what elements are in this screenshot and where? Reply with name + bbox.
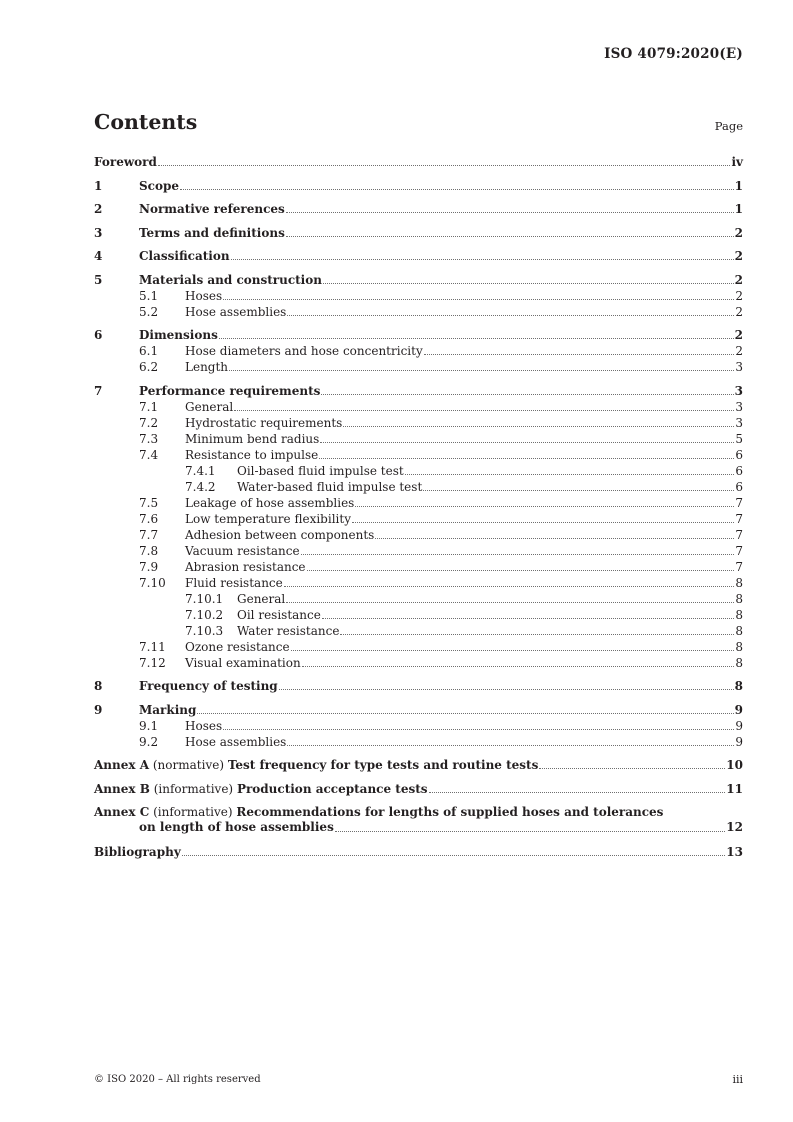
toc-entry-number: 9.2 bbox=[139, 734, 159, 749]
toc-entry-page: 3 bbox=[734, 383, 743, 398]
toc-entry-number: 7.4.1 bbox=[185, 463, 216, 478]
toc-entry-title: Low temperature flexibility bbox=[185, 511, 351, 526]
toc-entry-title: Scope bbox=[139, 178, 180, 193]
toc-entry-page: 1 bbox=[734, 202, 743, 216]
dot-leader bbox=[321, 394, 733, 395]
toc-entry-page: 8 bbox=[735, 591, 743, 606]
toc-entry-title: Water resistance bbox=[237, 623, 340, 638]
annex-label: Annex C bbox=[94, 805, 150, 819]
annex-type: (informative) bbox=[153, 781, 234, 796]
toc-entry-page: 8 bbox=[735, 639, 743, 654]
toc-entry[interactable] bbox=[94, 512, 743, 526]
toc-entry[interactable] bbox=[94, 432, 743, 446]
dot-leader bbox=[287, 315, 734, 316]
toc-entry[interactable] bbox=[94, 360, 743, 374]
dot-leader bbox=[301, 554, 735, 555]
toc-bibliography-entry[interactable] bbox=[94, 845, 743, 859]
toc-entry-number: 1 bbox=[94, 178, 103, 193]
toc-entry-page: 6 bbox=[735, 463, 743, 478]
toc-entry[interactable] bbox=[94, 155, 743, 169]
dot-leader bbox=[323, 283, 734, 284]
toc-entry-title: Water-based fluid impulse test bbox=[237, 479, 423, 494]
dot-leader bbox=[219, 338, 734, 339]
toc-entry-number: 7.2 bbox=[139, 415, 159, 430]
toc-entry-title: Hoses bbox=[185, 718, 223, 733]
toc-entry-title: General bbox=[185, 399, 234, 414]
toc-entry-page: 3 bbox=[735, 415, 743, 430]
document-id-header: ISO 4079:2020(E) bbox=[604, 46, 743, 62]
toc-entry[interactable] bbox=[94, 719, 743, 733]
dot-leader bbox=[291, 650, 735, 651]
toc-entry-number: 6 bbox=[94, 328, 103, 342]
toc-entry-title: Oil-based fluid impulse test bbox=[237, 463, 404, 478]
toc-entry-page: 9 bbox=[735, 718, 743, 733]
toc-entry-number: 7.1 bbox=[139, 399, 159, 414]
toc-entry-title: Adhesion between components bbox=[185, 527, 375, 542]
annex-label: Annex B bbox=[94, 781, 150, 796]
toc-entry-page: 2 bbox=[735, 344, 743, 358]
dot-leader bbox=[319, 458, 734, 459]
toc-entry[interactable] bbox=[94, 202, 743, 216]
toc-entry-page: 2 bbox=[735, 288, 743, 303]
toc-entry-title: Materials and construction bbox=[139, 272, 322, 287]
toc-entry-title: Length bbox=[185, 360, 229, 374]
toc-entry[interactable] bbox=[94, 305, 743, 319]
dot-leader bbox=[335, 831, 725, 832]
toc-entry[interactable] bbox=[94, 679, 743, 693]
dot-leader bbox=[423, 490, 734, 491]
dot-leader bbox=[223, 299, 734, 300]
toc-entry-number: 7.4 bbox=[139, 447, 159, 462]
toc-entry[interactable] bbox=[94, 416, 743, 430]
toc-entry-page: 1 bbox=[734, 178, 743, 193]
dot-leader bbox=[539, 768, 725, 769]
dot-leader bbox=[284, 586, 735, 587]
toc-entry-page: 6 bbox=[735, 447, 743, 462]
dot-leader bbox=[320, 442, 734, 443]
toc-entry[interactable] bbox=[94, 735, 743, 749]
dot-leader bbox=[182, 855, 726, 856]
dot-leader bbox=[158, 165, 731, 166]
toc-entry-page: 7 bbox=[735, 559, 743, 574]
annex-title: Recommendations for lengths of supplied hoses and tolerances bbox=[236, 805, 664, 819]
toc-entry-page: 5 bbox=[735, 431, 743, 446]
toc-entry-title: Hoses bbox=[185, 288, 223, 303]
dot-leader bbox=[302, 666, 735, 667]
toc-entry[interactable] bbox=[94, 640, 743, 654]
toc-entry-number: 2 bbox=[94, 202, 103, 216]
toc-entry-page: 8 bbox=[735, 607, 743, 622]
toc-entry-page: 2 bbox=[734, 272, 743, 287]
toc-entry-title: Dimensions bbox=[139, 328, 218, 342]
toc-entry[interactable] bbox=[94, 656, 743, 670]
toc-entry-title: Foreword bbox=[94, 155, 157, 169]
dot-leader bbox=[279, 689, 734, 690]
toc-entry-number: 7.10 bbox=[139, 575, 166, 590]
toc-entry-title: Performance requirements bbox=[139, 383, 321, 398]
toc-entry-title: Oil resistance bbox=[237, 607, 321, 622]
toc-entry-number: 6.1 bbox=[139, 344, 159, 358]
toc-entry-page: 9 bbox=[734, 702, 743, 717]
toc-entry-number: 7.6 bbox=[139, 511, 159, 526]
toc-entry-number: 7.8 bbox=[139, 543, 159, 558]
toc-entry-title: Hose diameters and hose concentricity bbox=[185, 344, 423, 358]
dot-leader bbox=[286, 602, 734, 603]
toc-entry[interactable] bbox=[94, 496, 743, 510]
toc-entry[interactable] bbox=[94, 226, 743, 240]
toc-entry-page: 8 bbox=[735, 575, 743, 590]
toc-entry-title: Hose assemblies bbox=[185, 734, 287, 749]
toc-entry-page: 12 bbox=[726, 820, 743, 834]
toc-entry[interactable] bbox=[94, 480, 743, 494]
toc-entry-page: 7 bbox=[735, 527, 743, 542]
toc-entry-page: 2 bbox=[735, 304, 743, 319]
toc-entry[interactable] bbox=[94, 624, 743, 638]
dot-leader bbox=[223, 729, 734, 730]
toc-entry-number: 9.1 bbox=[139, 718, 159, 733]
copyright-footer: © ISO 2020 – All rights reserved bbox=[94, 1074, 261, 1085]
toc-entry-number: 3 bbox=[94, 225, 103, 240]
dot-leader bbox=[375, 538, 734, 539]
annex-title: Production acceptance tests bbox=[236, 781, 428, 796]
table-of-contents bbox=[94, 155, 743, 859]
toc-entry-title: Terms and definitions bbox=[139, 225, 285, 240]
toc-entry-number: 8 bbox=[94, 679, 103, 693]
toc-entry[interactable] bbox=[94, 448, 743, 462]
dot-leader bbox=[405, 474, 735, 475]
toc-entry-number: 7.3 bbox=[139, 431, 159, 446]
toc-entry[interactable] bbox=[94, 344, 743, 358]
dot-leader bbox=[429, 792, 726, 793]
toc-entry-number: 5.1 bbox=[139, 288, 159, 303]
toc-entry-page: 2 bbox=[734, 328, 743, 342]
toc-entry-number: 7.10.1 bbox=[185, 591, 224, 606]
toc-entry-number: 5.2 bbox=[139, 304, 159, 319]
toc-entry-page: 2 bbox=[734, 225, 743, 240]
dot-leader bbox=[197, 713, 733, 714]
toc-entry-page: 8 bbox=[735, 655, 743, 670]
toc-entry-title: Leakage of hose assemblies bbox=[185, 495, 355, 510]
toc-entry-number: 4 bbox=[94, 249, 103, 263]
toc-entry-title: Fluid resistance bbox=[185, 575, 283, 590]
dot-leader bbox=[355, 506, 734, 507]
dot-leader bbox=[307, 570, 735, 571]
toc-entry[interactable] bbox=[94, 464, 743, 478]
toc-entry-page: 6 bbox=[735, 479, 743, 494]
dot-leader bbox=[424, 354, 735, 355]
toc-entry[interactable] bbox=[94, 592, 743, 606]
toc-entry[interactable] bbox=[94, 544, 743, 558]
toc-entry[interactable] bbox=[94, 703, 743, 717]
annex-type: (informative) bbox=[153, 805, 233, 819]
dot-leader bbox=[340, 634, 734, 635]
toc-entry-page: 3 bbox=[735, 360, 743, 374]
toc-annex-entry[interactable] bbox=[94, 805, 743, 835]
dot-leader bbox=[343, 426, 734, 427]
dot-leader bbox=[234, 410, 734, 411]
toc-entry-page: 11 bbox=[726, 781, 743, 796]
toc-entry-number: 7.12 bbox=[139, 655, 166, 670]
toc-entry-page: 7 bbox=[735, 543, 743, 558]
page-number: iii bbox=[732, 1073, 743, 1086]
toc-entry-title: Hydrostatic requirements bbox=[185, 415, 343, 430]
toc-entry-number: 7.10.3 bbox=[185, 623, 224, 638]
toc-entry-page: 8 bbox=[734, 679, 743, 693]
toc-entry-page: 7 bbox=[735, 511, 743, 526]
toc-entry-page: 3 bbox=[735, 399, 743, 414]
annex-type: (normative) bbox=[152, 758, 225, 772]
toc-entry-page: 7 bbox=[735, 495, 743, 510]
toc-entry-number: 7.5 bbox=[139, 495, 159, 510]
dot-leader bbox=[229, 370, 734, 371]
toc-entry-page: 8 bbox=[735, 623, 743, 638]
toc-entry-number: 7 bbox=[94, 383, 103, 398]
toc-entry-number: 7.11 bbox=[139, 639, 166, 654]
toc-entry-number: 7.9 bbox=[139, 559, 159, 574]
dot-leader bbox=[231, 259, 734, 260]
toc-entry-number: 7.10.2 bbox=[185, 607, 224, 622]
toc-entry-title: Abrasion resistance bbox=[185, 559, 306, 574]
toc-entry-page: 2 bbox=[734, 249, 743, 263]
toc-entry-page: 13 bbox=[726, 844, 743, 859]
toc-entry-page: 9 bbox=[735, 734, 743, 749]
toc-annex-entry[interactable] bbox=[94, 782, 743, 796]
toc-entry-title: Hose assemblies bbox=[185, 304, 287, 319]
dot-leader bbox=[180, 189, 734, 190]
toc-entry[interactable] bbox=[94, 384, 743, 398]
toc-entry[interactable] bbox=[94, 273, 743, 287]
dot-leader bbox=[352, 522, 734, 523]
toc-entry-number: 5 bbox=[94, 272, 103, 287]
toc-entry-title: Bibliography bbox=[94, 844, 181, 859]
toc-entry[interactable] bbox=[94, 560, 743, 574]
annex-label: Annex A bbox=[94, 758, 150, 772]
page-column-label: Page bbox=[714, 119, 743, 133]
toc-entry-number: 7.4.2 bbox=[185, 479, 216, 494]
toc-entry-title: Normative references bbox=[139, 202, 285, 216]
toc-entry-title: Minimum bend radius bbox=[185, 431, 320, 446]
toc-entry[interactable] bbox=[94, 576, 743, 590]
toc-entry[interactable] bbox=[94, 608, 743, 622]
toc-entry-page: 10 bbox=[726, 758, 743, 772]
contents-title: Contents bbox=[94, 110, 198, 134]
annex-title: Test frequency for type tests and routine tests bbox=[227, 758, 539, 772]
toc-entry-number: 9 bbox=[94, 702, 103, 717]
toc-entry-title: Visual examination bbox=[185, 655, 301, 670]
toc-annex-entry[interactable] bbox=[94, 758, 743, 772]
toc-entry-page: iv bbox=[731, 155, 743, 169]
annex-title-continued: on length of hose assemblies bbox=[139, 820, 334, 834]
dot-leader bbox=[322, 618, 735, 619]
toc-entry-title: Ozone resistance bbox=[185, 639, 290, 654]
toc-entry-title: Frequency of testing bbox=[139, 679, 278, 693]
toc-entry-number: 6.2 bbox=[139, 360, 159, 374]
toc-entry-title: Classification bbox=[139, 249, 230, 263]
dot-leader bbox=[286, 236, 734, 237]
toc-entry[interactable] bbox=[94, 528, 743, 542]
toc-entry[interactable] bbox=[94, 289, 743, 303]
toc-entry-title: General bbox=[237, 591, 286, 606]
toc-entry-title: Marking bbox=[139, 702, 197, 717]
dot-leader bbox=[287, 745, 734, 746]
toc-entry[interactable] bbox=[94, 400, 743, 414]
toc-entry-number: 7.7 bbox=[139, 527, 159, 542]
toc-entry[interactable] bbox=[94, 179, 743, 193]
toc-entry-title: Resistance to impulse bbox=[185, 447, 319, 462]
toc-entry[interactable] bbox=[94, 328, 743, 342]
toc-entry[interactable] bbox=[94, 249, 743, 263]
toc-entry-title: Vacuum resistance bbox=[185, 543, 300, 558]
dot-leader bbox=[286, 212, 734, 213]
